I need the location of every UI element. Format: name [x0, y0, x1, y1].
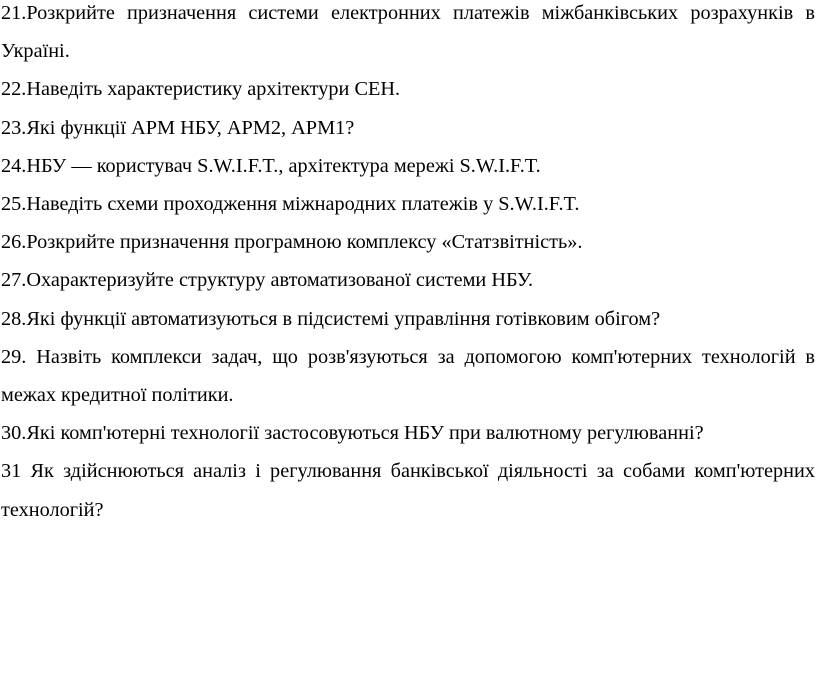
question-22: 22.Наведіть характеристику архітектури СЕН. [1, 78, 401, 101]
question-27: 27.Охарактеризуйте структуру автоматизованої системи НБУ. [1, 269, 534, 292]
question-28: 28.Які функції автоматизуються в підсистемі управління готівковим обігом? [1, 307, 661, 330]
question-25: 25.Наведіть схеми проходження міжнародних платежів у S.W.I.F.T. [1, 193, 580, 216]
question-24: 24.НБУ — користувач S.W.I.F.T., архітектура мережі S.W.I.F.T. [1, 154, 541, 177]
question-30: 30.Які комп'ютерні технології застосовуються НБУ при валютному регулюванні? [1, 422, 704, 445]
question-21: 21.Розкрийте призначення системи електронних платежів міжбанківських розрахунків в Україні. [1, 2, 815, 63]
question-29: 29. Назвіть комплекси задач, що розв'язуються за допомогою комп'ютерних технологій в межах кредитної політики. [1, 345, 815, 407]
question-23: 23.Які функції АРМ НБУ, АРМ2, АРМ1? [1, 116, 355, 139]
question-31: 31 Як здійснюються аналіз і регулювання банківської діяльності за собами комп'ютерних технологій? [1, 460, 815, 521]
question-26: 26.Розкрийте призначення програмною комплексу «Статзвітність». [1, 231, 583, 254]
